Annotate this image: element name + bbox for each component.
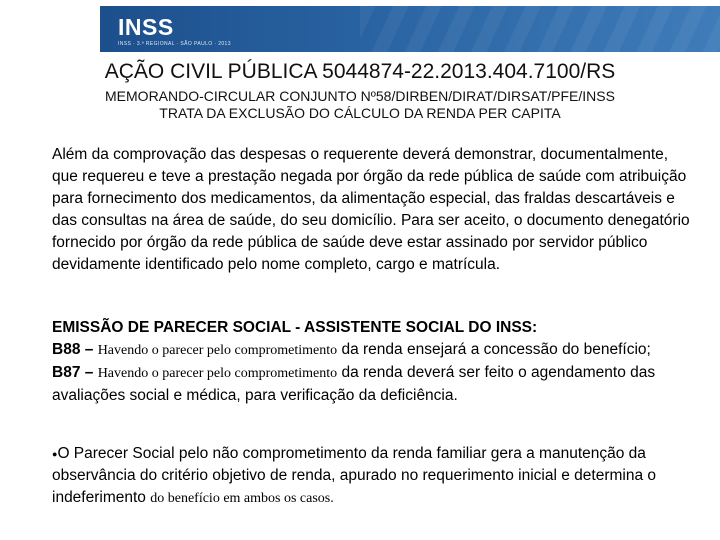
b87-item bbox=[52, 362, 692, 407]
b87-code: B87 – bbox=[52, 364, 94, 381]
b88-code: B88 – bbox=[52, 341, 94, 358]
b88-condition: Havendo o parecer pelo comprometimento bbox=[97, 343, 338, 358]
b87-outcome: da renda deverá ser feito o agendamento das avaliações social e médica, para verificação da deficiência. bbox=[52, 364, 656, 404]
inss-logo: INSS bbox=[118, 14, 174, 40]
header-banner bbox=[100, 6, 720, 52]
denial-paragraph bbox=[52, 443, 692, 510]
memo-line-1: MEMORANDO-CIRCULAR CONJUNTO Nº58/DIRBEN/DIRAT/DIRSAT/PFE/INSS bbox=[105, 88, 615, 104]
memo-line-2: TRATA DA EXCLUSÃO DO CÁLCULO DA RENDA PER CAPITA bbox=[159, 105, 561, 121]
b88-item bbox=[52, 339, 692, 362]
page-title: AÇÃO CIVIL PÚBLICA 5044874-22.2013.404.7100/RS bbox=[104, 60, 616, 83]
banner-decoration bbox=[360, 6, 720, 52]
b88-outcome: da renda ensejará a concessão do benefício; bbox=[341, 341, 651, 358]
bullet-icon: ● bbox=[52, 449, 58, 459]
b87-condition: Havendo o parecer pelo comprometimento bbox=[97, 366, 338, 381]
denial-main-text: O Parecer Social pelo não comprometimento da renda familiar gera a manutenção da observância do critério objetivo de renda, apurado no requerimento inicial e determina o indeferimento bbox=[52, 445, 657, 507]
social-opinion-section bbox=[52, 317, 692, 407]
logo-subtitle: INSS · 3.ª REGIONAL · SÃO PAULO · 2013 bbox=[118, 41, 231, 47]
requirements-paragraph: Além da comprovação das despesas o requerente deverá demonstrar, documentalmente, que requereu e teve a prestação negada por órgão da rede pública de saúde com atribuição para fornecimento dos medicamentos, da alimentação especial, das fraldas descartáveis e das consultas na área de saúde, do seu domicílio. Para ser aceito, o documento denegatório fornecido por órgão da rede pública de saúde deve estar assinado por servidor público devidamente identificado pelo nome completo, cargo e matrícula. bbox=[52, 146, 690, 273]
memo-subtitle bbox=[0, 88, 720, 122]
section-heading: EMISSÃO DE PARECER SOCIAL - ASSISTENTE SOCIAL DO INSS: bbox=[52, 319, 538, 336]
denial-tail-text: do benefício em ambos os casos. bbox=[150, 491, 334, 507]
